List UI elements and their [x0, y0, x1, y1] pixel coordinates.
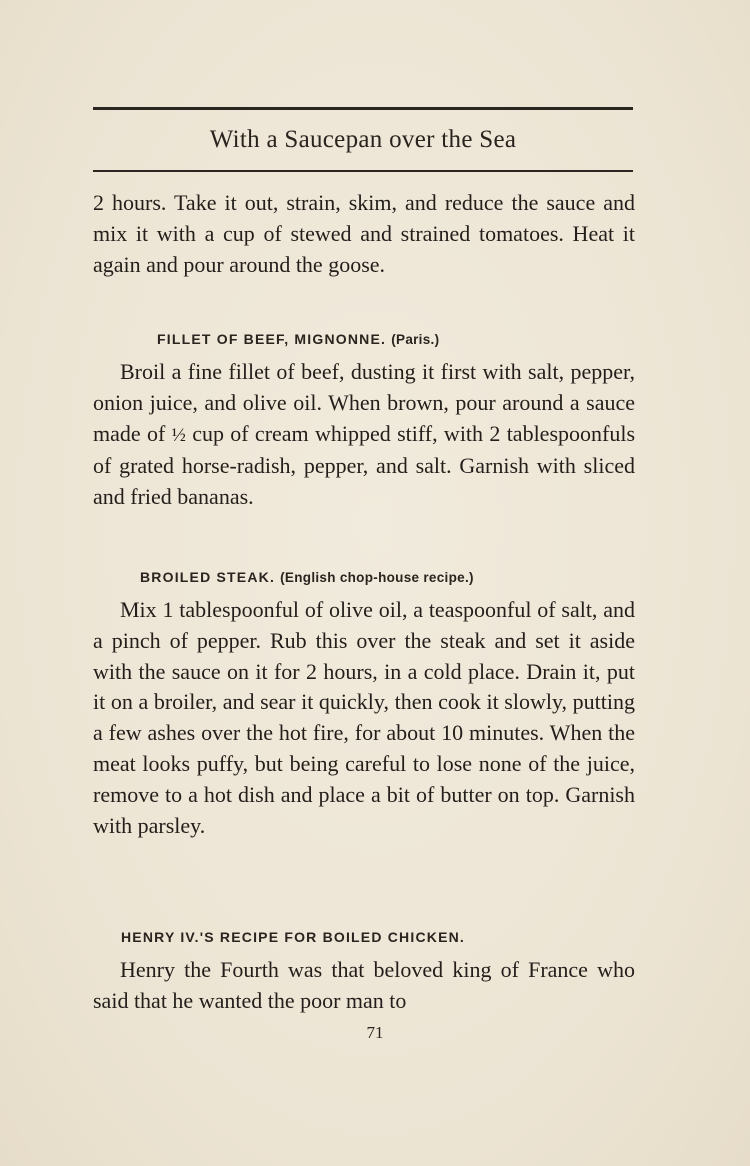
- recipe-heading-broiled-steak: [140, 569, 474, 585]
- header-rule-top: [93, 107, 633, 110]
- header-rule-bottom: [93, 170, 633, 172]
- page-number: 71: [366, 1023, 384, 1042]
- recipe-text: cup of cream whipped stiff, with 2 tablespoonfuls of grated horse-radish, pepper, and salt. Garnish with sliced and fried bananas.: [93, 420, 636, 510]
- recipe-origin: (Paris.): [391, 332, 440, 347]
- running-head: With a Saucepan over the Sea: [209, 126, 517, 153]
- recipe-title: HENRY IV.'S RECIPE FOR BOILED CHICKEN.: [121, 929, 466, 945]
- recipe-title: FILLET OF BEEF, MIGNONNE.: [157, 331, 387, 347]
- recipe-title: BROILED STEAK.: [140, 569, 276, 585]
- recipe-body-broiled-steak: Mix 1 tablespoonful of olive oil, a teaspoonful of salt, and a pinch of pepper. Rub this over the steak and set it aside with the sauce on it for 2 hours, in a cold place. Drain it, put it on a broiler, and sear it quickly, then cook it slowly, putting a few ashes over the hot fire, for about 10 minutes. When the meat looks puffy, but being careful to lose none of the juice, remove to a hot dish and place a bit of butter on top. Garnish with parsley.: [93, 597, 635, 838]
- recipe-body-boiled-chicken: Henry the Fourth was that beloved king of France who said that he wanted the poor man to: [93, 957, 635, 1013]
- fraction: ½: [171, 424, 186, 446]
- recipe-heading-boiled-chicken: [121, 929, 465, 945]
- recipe-heading-fillet-of-beef: [157, 331, 439, 347]
- recipe-body-fillet-of-beef: [93, 357, 635, 513]
- continuation-paragraph: 2 hours. Take it out, strain, skim, and reduce the sauce and mix it with a cup of stewed and strained tomatoes. Heat it again and pour around the goose.: [93, 190, 635, 277]
- recipe-origin: (English chop-house recipe.): [280, 570, 474, 585]
- recipe-text: Broil a fine fillet of beef, dusting it first with salt, pepper, onion juice, and olive oil. When brown, pour around a sauce made of: [93, 359, 635, 446]
